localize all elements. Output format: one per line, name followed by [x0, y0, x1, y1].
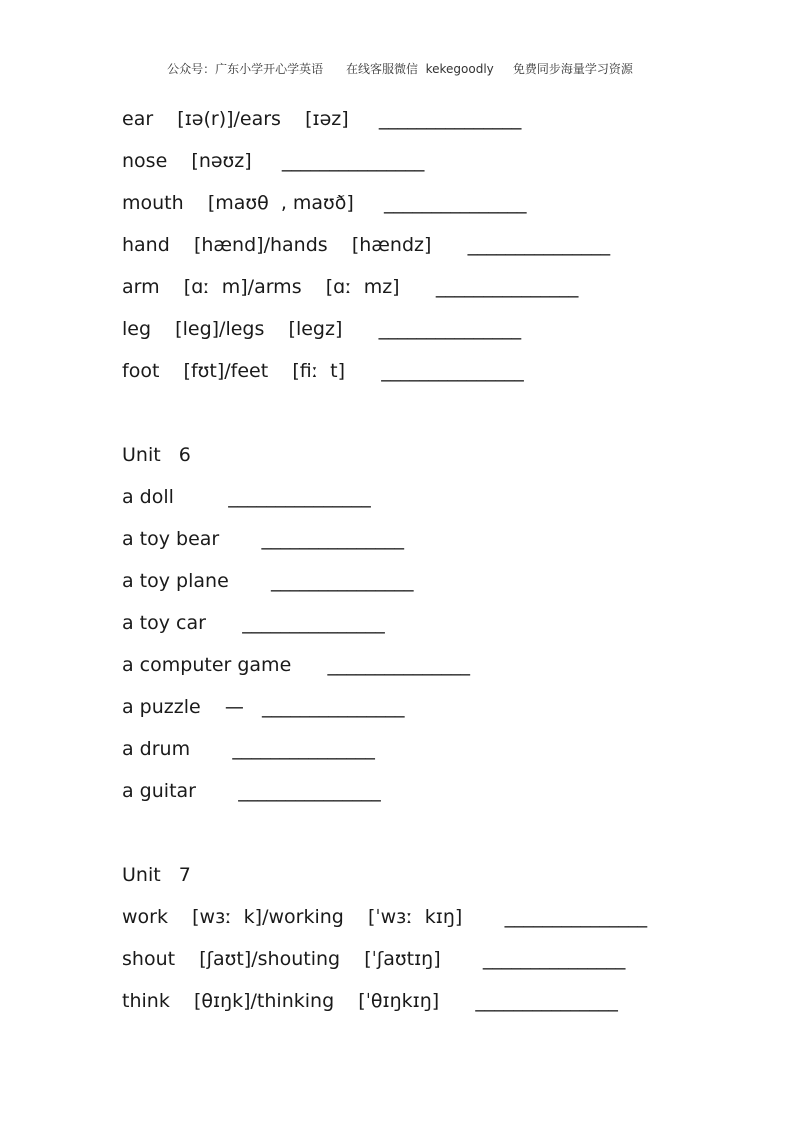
unit-title: Unit 6 — [122, 444, 191, 466]
answer-blank: _______________ — [271, 570, 414, 592]
word-text: a toy bear — [122, 528, 262, 550]
vocab-line-doll — [122, 485, 371, 509]
vocab-line-think — [122, 989, 618, 1013]
word-text: ear [ɪə(r)]/ears [ɪəz] — [122, 108, 379, 130]
vocab-line-nose — [122, 149, 424, 173]
answer-blank: _______________ — [242, 612, 385, 634]
unit-heading-6 — [122, 443, 191, 467]
answer-blank: _______________ — [384, 192, 527, 214]
answer-blank: _______________ — [467, 234, 611, 256]
answer-blank: _______________ — [261, 696, 405, 718]
vocab-line-computer-game — [122, 653, 470, 677]
answer-blank: _______________ — [475, 990, 618, 1012]
unit-heading-7 — [122, 863, 191, 887]
word-text: work [wɜː k]/working [ˈwɜː kɪŋ] — [122, 906, 505, 928]
word-text: a puzzle — — [122, 696, 262, 718]
vocab-line-shout — [122, 947, 625, 971]
vocab-line-toy-car — [122, 611, 385, 635]
word-text: foot [fʊt]/feet [fiː t] — [122, 360, 382, 382]
vocab-line-arm — [122, 275, 578, 299]
vocab-line-puzzle — [122, 695, 404, 719]
vocab-line-toy-plane — [122, 569, 414, 593]
answer-blank: _______________ — [281, 150, 425, 172]
vocab-line-toy-bear — [122, 527, 404, 551]
word-text: a doll — [122, 486, 229, 508]
word-text: a toy car — [122, 612, 243, 634]
answer-blank: _______________ — [378, 318, 522, 340]
word-text: leg [leg]/legs [legz] — [122, 318, 379, 340]
vocab-line-ear — [122, 107, 521, 131]
word-text: a drum — [122, 738, 233, 760]
word-text: arm [ɑː m]/arms [ɑː mz] — [122, 276, 436, 298]
answer-blank: _______________ — [327, 654, 470, 676]
page-header: 公众号：广东小学开心学英语 在线客服微信 kekegoodly 免费同步海量学习资源 — [167, 62, 633, 76]
vocab-line-leg — [122, 317, 521, 341]
vocab-line-work — [122, 905, 647, 929]
vocab-line-hand — [122, 233, 610, 257]
word-text: think [θɪŋk]/thinking [ˈθɪŋkɪŋ] — [122, 990, 476, 1012]
answer-blank: _______________ — [482, 948, 626, 970]
unit-title: Unit 7 — [122, 864, 191, 886]
word-text: a toy plane — [122, 570, 272, 592]
answer-blank: _______________ — [238, 780, 381, 802]
vocab-line-foot — [122, 359, 524, 383]
vocab-line-mouth — [122, 191, 527, 215]
answer-blank: _______________ — [504, 906, 648, 928]
word-text: a computer game — [122, 654, 328, 676]
answer-blank: _______________ — [435, 276, 579, 298]
answer-blank: _______________ — [378, 108, 522, 130]
vocab-line-drum — [122, 737, 375, 761]
vocab-line-guitar — [122, 779, 381, 803]
answer-blank: _______________ — [261, 528, 405, 550]
word-text: hand [hænd]/hands [hændz] — [122, 234, 468, 256]
word-text: a guitar — [122, 780, 239, 802]
word-text: shout [ʃaʊt]/shouting [ˈʃaʊtɪŋ] — [122, 948, 483, 970]
word-text: mouth [maʊθ , maʊð] — [122, 192, 385, 214]
answer-blank: _______________ — [232, 738, 375, 760]
answer-blank: _______________ — [381, 360, 524, 382]
word-text: nose [nəʊz] — [122, 150, 282, 172]
answer-blank: _______________ — [228, 486, 371, 508]
